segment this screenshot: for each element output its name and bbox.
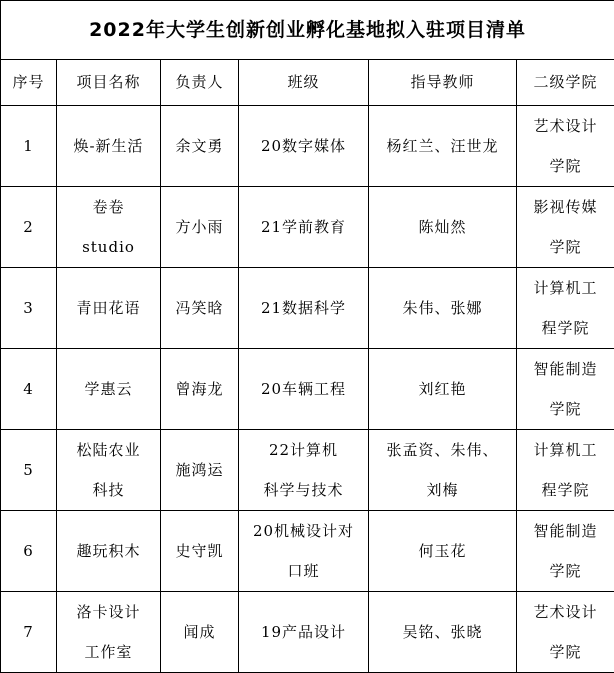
cell-project-text: 洛卡设计	[61, 592, 156, 632]
cell-advisor	[369, 592, 517, 673]
cell-advisor	[369, 268, 517, 349]
cell-advisor	[369, 349, 517, 430]
header-class: 班级	[239, 60, 369, 106]
table-row	[1, 106, 614, 187]
cell-project-text: 趣玩积木	[61, 531, 156, 571]
cell-no-text: 4	[5, 369, 52, 409]
cell-no	[1, 511, 57, 592]
cell-project	[57, 106, 161, 187]
cell-college-text: 学院	[521, 632, 610, 672]
cell-leader-text: 方小雨	[165, 207, 234, 247]
cell-advisor-text: 张孟资、朱伟、	[373, 430, 512, 470]
cell-project	[57, 349, 161, 430]
cell-advisor-text: 杨红兰、汪世龙	[373, 126, 512, 166]
cell-no-text: 1	[5, 126, 52, 166]
cell-project	[57, 511, 161, 592]
table-row	[1, 187, 614, 268]
cell-class	[239, 592, 369, 673]
cell-advisor-text: 刘红艳	[373, 369, 512, 409]
cell-project	[57, 268, 161, 349]
cell-class-text: 科学与技术	[243, 470, 364, 510]
cell-leader	[161, 592, 239, 673]
cell-class	[239, 430, 369, 511]
cell-advisor-text: 何玉花	[373, 531, 512, 571]
cell-project	[57, 592, 161, 673]
cell-no-text: 5	[5, 450, 52, 490]
cell-no	[1, 106, 57, 187]
cell-leader-text: 史守凯	[165, 531, 234, 571]
table-row	[1, 592, 614, 673]
cell-college	[517, 349, 614, 430]
cell-college-text: 学院	[521, 146, 610, 186]
table-row	[1, 268, 614, 349]
cell-class-text: 19产品设计	[243, 612, 364, 652]
cell-project	[57, 430, 161, 511]
header-college: 二级学院	[517, 60, 614, 106]
cell-college-text: 程学院	[521, 308, 610, 348]
cell-college-text: 影视传媒	[521, 187, 610, 227]
cell-leader	[161, 430, 239, 511]
cell-class-text: 20车辆工程	[243, 369, 364, 409]
cell-college-text: 艺术设计	[521, 106, 610, 146]
cell-no-text: 6	[5, 531, 52, 571]
cell-project-text: 卷卷	[61, 187, 156, 227]
cell-college	[517, 511, 614, 592]
cell-class-text: 21数据科学	[243, 288, 364, 328]
cell-leader	[161, 187, 239, 268]
table-title: 2022年大学生创新创业孵化基地拟入驻项目清单	[1, 1, 614, 60]
cell-college-text: 学院	[521, 551, 610, 591]
cell-college-text: 智能制造	[521, 511, 610, 551]
cell-class-text: 21学前教育	[243, 207, 364, 247]
header-advisor: 指导教师	[369, 60, 517, 106]
cell-leader	[161, 511, 239, 592]
cell-project-text: 青田花语	[61, 288, 156, 328]
cell-advisor-text: 刘梅	[373, 470, 512, 510]
cell-project-text: 工作室	[61, 632, 156, 672]
header-no: 序号	[1, 60, 57, 106]
cell-college-text: 程学院	[521, 470, 610, 510]
header-row	[1, 60, 614, 106]
cell-class-text: 20数字媒体	[243, 126, 364, 166]
cell-class	[239, 187, 369, 268]
cell-leader	[161, 106, 239, 187]
cell-class-text: 20机械设计对	[243, 511, 364, 551]
cell-leader-text: 余文勇	[165, 126, 234, 166]
cell-no-text: 3	[5, 288, 52, 328]
cell-college-text: 学院	[521, 389, 610, 429]
cell-class	[239, 349, 369, 430]
cell-advisor	[369, 430, 517, 511]
cell-class-text: 22计算机	[243, 430, 364, 470]
cell-no	[1, 592, 57, 673]
cell-college-text: 学院	[521, 227, 610, 267]
cell-advisor-text: 陈灿然	[373, 207, 512, 247]
cell-college-text: 艺术设计	[521, 592, 610, 632]
header-leader: 负责人	[161, 60, 239, 106]
table-row	[1, 349, 614, 430]
cell-class	[239, 106, 369, 187]
cell-class-text: 口班	[243, 551, 364, 591]
cell-leader-text: 闻成	[165, 612, 234, 652]
cell-advisor	[369, 511, 517, 592]
cell-leader	[161, 349, 239, 430]
cell-leader-text: 施鸿运	[165, 450, 234, 490]
cell-leader	[161, 268, 239, 349]
cell-class	[239, 268, 369, 349]
cell-project-text: 焕-新生活	[61, 126, 156, 166]
cell-project-text: 学惠云	[61, 369, 156, 409]
cell-no	[1, 349, 57, 430]
cell-project-text: 科技	[61, 470, 156, 510]
cell-project-text: 松陆农业	[61, 430, 156, 470]
cell-project	[57, 187, 161, 268]
cell-no	[1, 187, 57, 268]
cell-college	[517, 106, 614, 187]
cell-college-text: 计算机工	[521, 268, 610, 308]
cell-no-text: 2	[5, 207, 52, 247]
table-row	[1, 430, 614, 511]
cell-leader-text: 曾海龙	[165, 369, 234, 409]
cell-college	[517, 592, 614, 673]
cell-class	[239, 511, 369, 592]
header-project: 项目名称	[57, 60, 161, 106]
cell-college-text: 计算机工	[521, 430, 610, 470]
cell-project-text: studio	[61, 227, 156, 267]
cell-advisor-text: 吴铭、张晓	[373, 612, 512, 652]
cell-college	[517, 268, 614, 349]
cell-advisor	[369, 106, 517, 187]
cell-leader-text: 冯笑晗	[165, 288, 234, 328]
cell-advisor	[369, 187, 517, 268]
cell-college	[517, 430, 614, 511]
cell-advisor-text: 朱伟、张娜	[373, 288, 512, 328]
cell-no	[1, 430, 57, 511]
table-row	[1, 511, 614, 592]
cell-no	[1, 268, 57, 349]
cell-college	[517, 187, 614, 268]
cell-college-text: 智能制造	[521, 349, 610, 389]
cell-no-text: 7	[5, 612, 52, 652]
